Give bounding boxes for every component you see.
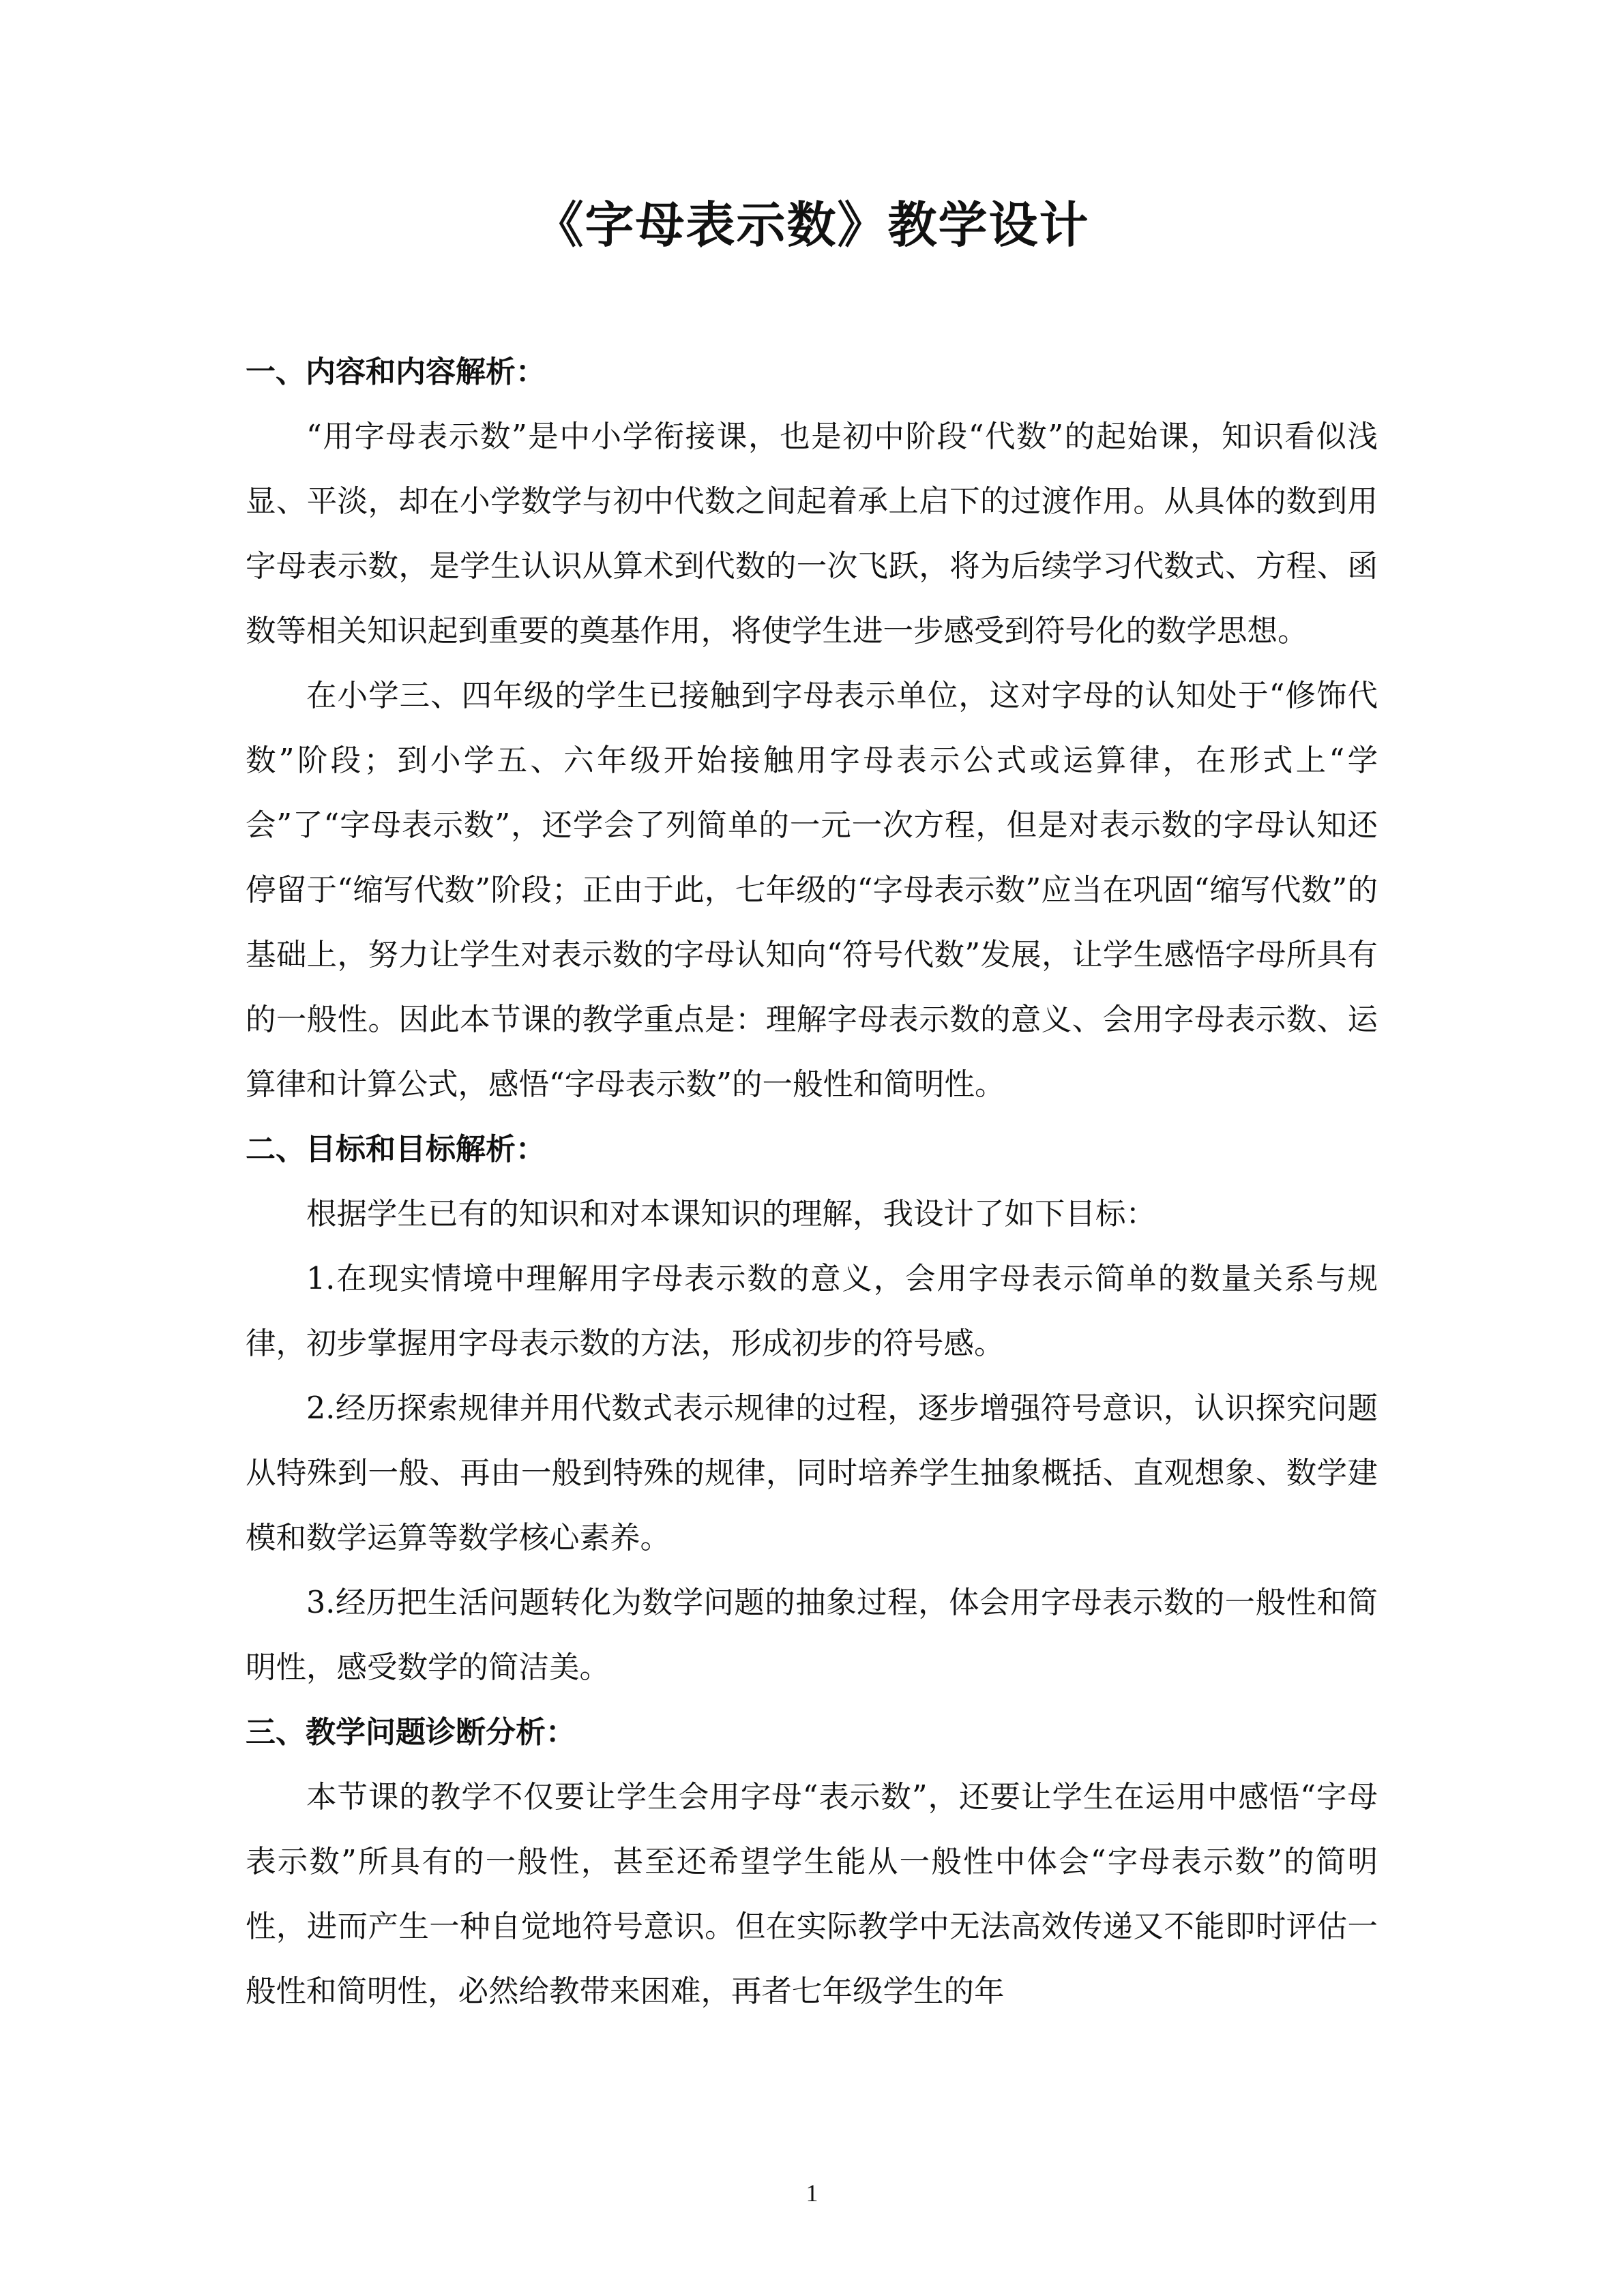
paragraph: “用字母表示数”是中小学衔接课，也是初中阶段“代数”的起始课，知识看似浅显、平淡，却在小学数学与初中代数之间起着承上启下的过渡作用。从具体的数到用字母表示数，是学生认识从算术到代数的一次飞跃，将为后续学习代数式、方程、函数等相关知识起到重要的奠基作用，将使学生进一步感受到符号化的数学思想。 <box>246 419 1378 648</box>
objective-item: 2.经历探索规律并用代数式表示规律的过程，逐步增强符号意识，认识探究问题从特殊到一般、再由一般到特殊的规律，同时培养学生抽象概括、直观想象、数学建模和数学运算等数学核心素养。 <box>246 1391 1378 1555</box>
paragraph: 在小学三、四年级的学生已接触到字母表示单位，这对字母的认知处于“修饰代数”阶段；到小学五、六年级开始接触用字母表示公式或运算律，在形式上“学会”了“字母表示数”，还学会了列简单的一元一次方程，但是对表示数的字母认知还停留于“缩写代数”阶段；正由于此，七年级的“字母表示数”应当在巩固“缩写代数”的基础上，努力让学生对表示数的字母认知向“符号代数”发展，让学生感悟字母所具有的一般性。因此本节课的教学重点是：理解字母表示数的意义、会用字母表示数、运算律和计算公式，感悟“字母表示数”的一般性和简明性。 <box>246 679 1378 1102</box>
section-heading-objectives: 二、目标和目标解析： <box>246 1132 546 1167</box>
objective-item: 1.在现实情境中理解用字母表示数的意义，会用字母表示简单的数量关系与规律，初步掌握用字母表示数的方法，形成初步的符号感。 <box>246 1262 1378 1361</box>
paragraph: 本节课的教学不仅要让学生会用字母“表示数”，还要让学生在运用中感悟“字母表示数”所具有的一般性，甚至还希望学生能从一般性中体会“字母表示数”的简明性，进而产生一种自觉地符号意识。但在实际教学中无法高效传递又不能即时评估一般性和简明性，必然给教带来困难，再者七年级学生的年 <box>246 1780 1378 2009</box>
objective-item: 3.经历把生活问题转化为数学问题的抽象过程，体会用字母表示数的一般性和简明性，感受数学的简洁美。 <box>246 1585 1378 1685</box>
section-heading-content-analysis: 一、内容和内容解析： <box>246 355 546 389</box>
page-number: 1 <box>806 2179 818 2207</box>
section-heading-problem-diagnosis: 三、教学问题诊断分析： <box>246 1715 576 1750</box>
document-body <box>246 340 1378 2024</box>
document-title: 《字母表示数》教学设计 <box>534 196 1090 254</box>
objectives-intro: 根据学生已有的知识和对本课知识的理解，我设计了如下目标： <box>306 1197 1157 1232</box>
